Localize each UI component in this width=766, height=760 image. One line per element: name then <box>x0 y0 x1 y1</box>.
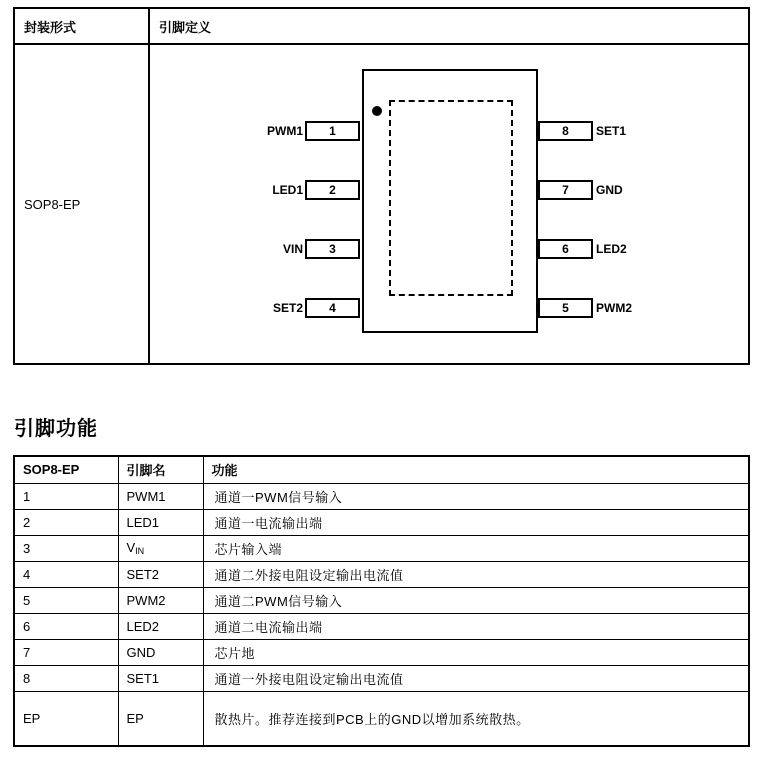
cell-pin: 4 <box>14 561 118 587</box>
cell-func: 通道二电流输出端 <box>203 613 749 639</box>
pin-function-heading: 引脚功能 <box>14 418 98 440</box>
package-form-header: 封装形式 <box>15 9 150 43</box>
pin-4-label: SET2 <box>272 301 303 315</box>
cell-func: 散热片。推荐连接到PCB上的GND以增加系统散热。 <box>203 691 749 746</box>
cell-func: 通道二PWM信号输入 <box>203 587 749 613</box>
pin-6-box: 6 <box>538 239 593 259</box>
cell-pin: EP <box>14 691 118 746</box>
cell-name: SET1 <box>118 665 203 691</box>
pin-1-box: 1 <box>305 121 360 141</box>
pin-7-label: GND <box>596 183 623 197</box>
pin-row-2 <box>245 180 360 200</box>
pin-row-8 <box>538 121 626 141</box>
pin-6-label: LED2 <box>596 242 627 256</box>
pin-row-7 <box>538 180 623 200</box>
package-name: SOP8-EP <box>15 45 150 363</box>
table-row <box>14 509 749 535</box>
table-row <box>14 639 749 665</box>
table-row <box>14 561 749 587</box>
pin-function-header-row <box>14 456 749 483</box>
table-row <box>14 613 749 639</box>
cell-name: SET2 <box>118 561 203 587</box>
pin-7-box: 7 <box>538 180 593 200</box>
exposed-pad-outline <box>389 100 513 296</box>
pin-5-label: PWM2 <box>596 301 632 315</box>
cell-name: LED1 <box>118 509 203 535</box>
cell-pin: 7 <box>14 639 118 665</box>
cell-pin: 1 <box>14 483 118 509</box>
pinout-diagram <box>150 45 748 363</box>
cell-pin: 8 <box>14 665 118 691</box>
cell-pin: 5 <box>14 587 118 613</box>
header-pin-name: 引脚名 <box>118 456 203 483</box>
cell-pin: 2 <box>14 509 118 535</box>
header-sop8ep: SOP8-EP <box>14 456 118 483</box>
table-row-ep <box>14 691 749 746</box>
cell-func: 通道一PWM信号输入 <box>203 483 749 509</box>
cell-func: 通道二外接电阻设定输出电流值 <box>203 561 749 587</box>
header-function: 功能 <box>203 456 749 483</box>
pin-8-label: SET1 <box>596 124 627 138</box>
package-definition-table <box>13 7 750 365</box>
package-table-body-row <box>15 45 748 363</box>
pin-2-box: 2 <box>305 180 360 200</box>
table-row <box>14 665 749 691</box>
cell-pin: 6 <box>14 613 118 639</box>
pin-1-label: PWM1 <box>267 124 303 138</box>
pin-definition-header: 引脚定义 <box>159 19 212 35</box>
pin-8-box: 8 <box>538 121 593 141</box>
cell-name: LED2 <box>118 613 203 639</box>
cell-func: 芯片地 <box>203 639 749 665</box>
table-row <box>14 483 749 509</box>
cell-name: GND <box>118 639 203 665</box>
pin-row-3 <box>245 239 360 259</box>
pin-4-box: 4 <box>305 298 360 318</box>
table-row <box>14 587 749 613</box>
cell-func: 通道一电流输出端 <box>203 509 749 535</box>
cell-name: EP <box>118 691 203 746</box>
pin-row-1 <box>245 121 360 141</box>
pin-function-table <box>13 455 750 747</box>
pin-3-label: VIN <box>282 242 303 256</box>
pin1-marker-dot <box>372 106 382 116</box>
pin-row-5 <box>538 298 632 318</box>
pin-5-box: 5 <box>538 298 593 318</box>
pin-2-label: LED1 <box>272 183 303 197</box>
cell-name: PWM2 <box>118 587 203 613</box>
vin-subscript: IN <box>135 546 145 556</box>
vin-base: V <box>126 540 136 555</box>
cell-name <box>118 535 203 561</box>
pin-row-4 <box>245 298 360 318</box>
package-table-header-row <box>15 9 748 45</box>
cell-name: PWM1 <box>118 483 203 509</box>
cell-func: 芯片输入端 <box>203 535 749 561</box>
cell-func: 通道一外接电阻设定输出电流值 <box>203 665 749 691</box>
table-row <box>14 535 749 561</box>
pin-3-box: 3 <box>305 239 360 259</box>
cell-pin: 3 <box>14 535 118 561</box>
pin-row-6 <box>538 239 627 259</box>
